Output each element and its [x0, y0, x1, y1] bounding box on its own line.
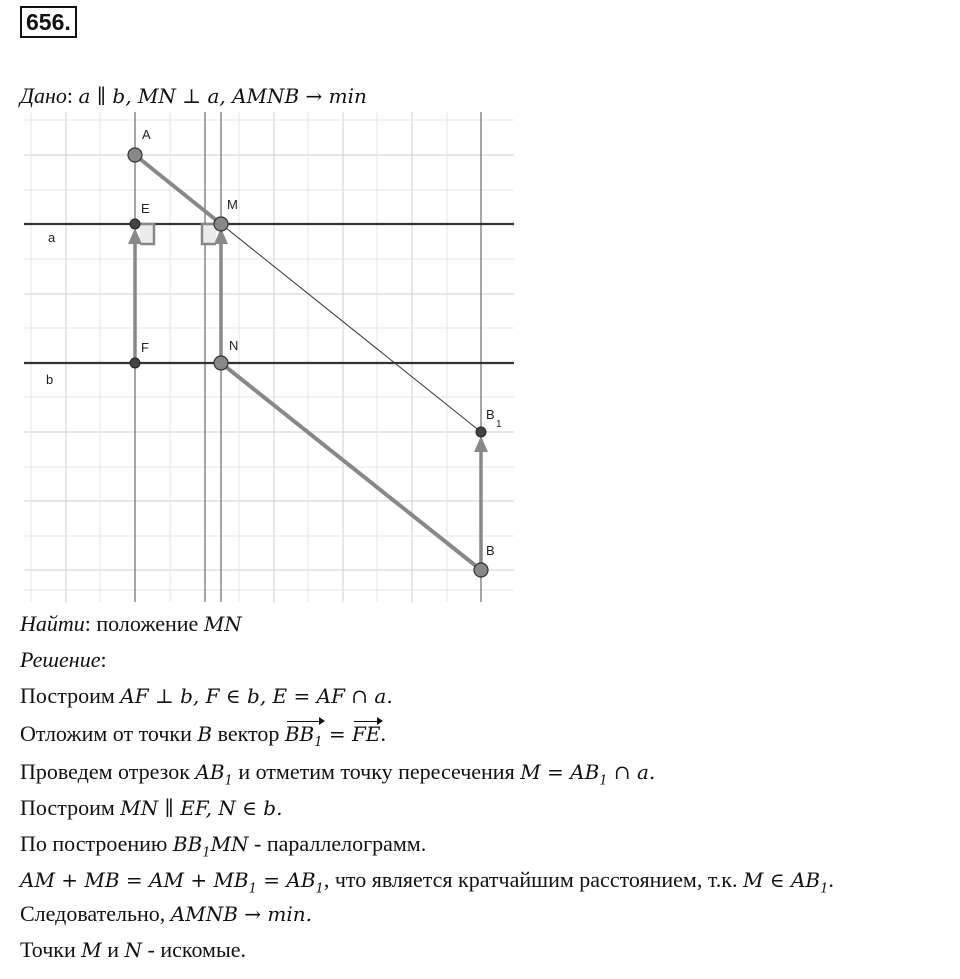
- vector-bb1-notation: [285, 720, 323, 757]
- l6-m3-sub: 1: [820, 881, 829, 897]
- label-b: B: [486, 543, 495, 558]
- l4-text: Построим: [20, 795, 121, 820]
- point-f: [130, 358, 140, 368]
- solution-line-5: [20, 830, 426, 867]
- l6-m2-sub: 1: [315, 881, 324, 897]
- l7-math: AMNB → min.: [170, 902, 312, 926]
- l8-text-c: - искомые.: [142, 937, 246, 962]
- point-n: [214, 356, 228, 370]
- label-f: F: [141, 340, 149, 355]
- point-m: [214, 217, 228, 231]
- solution-line-2: [20, 720, 386, 757]
- label-a: A: [142, 127, 151, 142]
- label-b1-sub: 1: [496, 419, 502, 430]
- solution-heading: Решение:: [20, 647, 107, 672]
- l3-m1-sub: 1: [224, 773, 233, 789]
- l3-m3: ∩ a.: [607, 760, 656, 784]
- given-line: Дано: a ∥ b, MN ⊥ a, AMNB → min: [20, 83, 367, 108]
- l3-m1: AB: [195, 760, 225, 784]
- label-e: E: [141, 201, 150, 216]
- solution-label: Решение: [20, 647, 101, 672]
- label-b1: B: [486, 407, 495, 422]
- l5-text-b: - параллелограмм.: [248, 831, 427, 856]
- given-formula: a ∥ b, MN ⊥ a, AMNB → min: [78, 84, 367, 108]
- l3-text-b: и отметим точку пересечения: [232, 759, 521, 784]
- problem-number: 656.: [20, 6, 77, 38]
- l6-end: .: [828, 867, 834, 892]
- l8-m2: N: [124, 938, 143, 962]
- l2-text-a: Отложим от точки: [20, 721, 198, 746]
- solution-line-8: [20, 936, 246, 964]
- l7-text: Следовательно,: [20, 901, 171, 926]
- l1-math: AF ⊥ b, F ∈ b, E = AF ∩ a.: [120, 684, 393, 708]
- l6-m3: M ∈ AB: [742, 868, 821, 892]
- label-line-b: b: [46, 372, 54, 387]
- l4-math: MN ∥ EF, N ∈ b.: [120, 796, 283, 820]
- geometry-figure: [20, 110, 520, 605]
- l3-m2-sub: 1: [599, 773, 608, 789]
- l3-m2: M = AB: [520, 760, 600, 784]
- vector-nm: [214, 228, 228, 363]
- grid: [24, 112, 514, 602]
- solution-line-7: [20, 900, 312, 928]
- l2-vec1-sub: 1: [314, 735, 323, 750]
- solution-line-1: [20, 682, 393, 710]
- l2-eq: =: [322, 722, 353, 746]
- l2-text-b: вектор: [212, 721, 285, 746]
- l5-m1: BB: [172, 832, 203, 856]
- label-m: M: [227, 197, 238, 212]
- point-a: [128, 148, 142, 162]
- solution-line-4: [20, 794, 282, 822]
- l8-m1: M: [81, 938, 102, 962]
- label-line-a: a: [48, 230, 56, 245]
- solution-line-6: [20, 866, 834, 903]
- l8-text-b: и: [101, 937, 125, 962]
- find-label: Найти: [20, 611, 85, 636]
- label-n: N: [229, 338, 239, 353]
- l6-m2: = AB: [256, 868, 316, 892]
- right-angle-e: [140, 224, 154, 244]
- find-math: MN: [203, 612, 242, 636]
- l1-text: Построим: [20, 683, 121, 708]
- l6-m1: AM + MB = AM + MB: [20, 868, 249, 892]
- find-line: Найти: положение MN: [20, 611, 242, 636]
- vector-fe: [128, 228, 142, 363]
- point-b: [474, 563, 488, 577]
- grid-minor: [24, 112, 514, 602]
- find-text: положение: [96, 611, 204, 636]
- point-e: [130, 219, 140, 229]
- l5-text-a: По построению: [20, 831, 173, 856]
- l5-m2: MN: [210, 832, 249, 856]
- l5-m1-sub: 1: [202, 845, 211, 861]
- l2-end: .: [380, 721, 386, 746]
- right-angle-m: [202, 224, 216, 244]
- l8-text-a: Точки: [20, 937, 82, 962]
- l6-text: , что является кратчайшим расстоянием, т.к.: [323, 867, 743, 892]
- l6-m1-sub: 1: [248, 881, 257, 897]
- l2-math-b: B: [197, 722, 213, 746]
- l2-vec1: BB: [284, 722, 315, 746]
- point-b1: [476, 427, 486, 437]
- l3-text-a: Проведем отрезок: [20, 759, 196, 784]
- solution-line-3: [20, 758, 655, 795]
- given-label: Дано: [20, 83, 67, 108]
- vector-fe-notation: [352, 720, 380, 748]
- l2-vec2: FE: [352, 722, 381, 746]
